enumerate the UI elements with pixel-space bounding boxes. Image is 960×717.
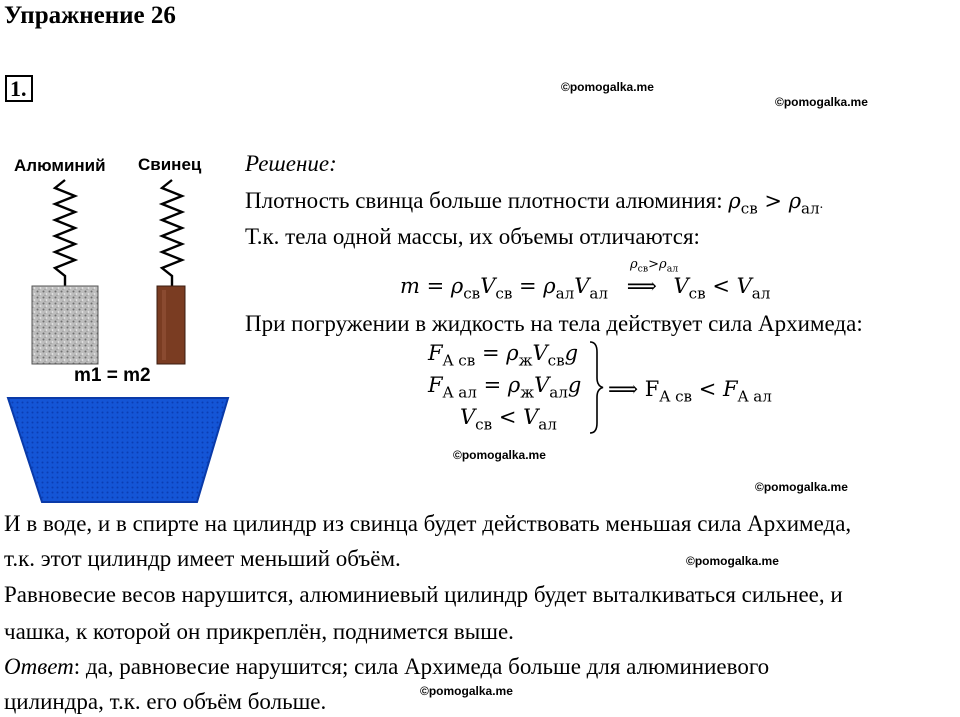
lead-block (157, 286, 185, 364)
spring-right (162, 180, 182, 286)
water-vessel (8, 398, 228, 502)
system-result: ⟹ $F_{A св} < F_{A ал}$ (608, 377, 772, 406)
watermark: ©pomogalka.me (686, 554, 779, 568)
system-row-1: $F_{A св} = \rho_жV_{св}g$ (428, 341, 579, 370)
solution-line-1: Плотность свинца больше плотности алюминия: $\rho_{св} > \rho_{ал}$. (245, 188, 824, 218)
aluminum-block (32, 286, 98, 364)
watermark: ©pomogalka.me (561, 80, 654, 94)
system-row-2: $F_{A ал} = \rho_жV_{ал}g$ (428, 373, 582, 402)
item-number: 1. (5, 75, 33, 102)
figure (0, 140, 232, 505)
aluminum-label: Алюминий (14, 156, 106, 175)
page-title: Упражнение 26 (4, 2, 176, 29)
paragraph-2-line-2: чашка, к которой он прикреплён, поднимется выше. (4, 619, 514, 644)
paragraph-1-line-1: И в воде, и в спирте на цилиндр из свинца будет действовать меньшая сила Архимеда, (4, 511, 852, 536)
watermark: ©pomogalka.me (775, 95, 868, 109)
paragraph-2-line-1: Равновесие весов нарушится, алюминиевый цилиндр будет выталкиваться сильнее, и (4, 582, 843, 607)
watermark: ©pomogalka.me (755, 480, 848, 494)
paragraph-1-line-2: т.к. этот цилиндр имеет меньший объём. (4, 546, 401, 571)
watermark: ©pomogalka.me (453, 448, 546, 462)
figure-drawing (0, 140, 232, 505)
solution-line-3: При погружении в жидкость на тела действует сила Архимеда: (245, 311, 863, 336)
system-row-3: $V_{св} < V_{ал}$ (460, 405, 557, 434)
answer-line-2: цилиндра, т.к. его объём больше. (4, 689, 327, 714)
answer-line-1: Ответ: да, равновесие нарушится; сила Архимеда больше для алюминиевого (4, 654, 770, 679)
brace-icon (588, 340, 604, 435)
solution-heading: Решение: (245, 151, 337, 176)
equation-volume: $m = \rho_{св}V_{св} = \rho_{ал}V_{ал}$ ⟹ $V_{св} < V_{ал}$ (400, 274, 771, 303)
figure-caption: m1 = m2 (74, 365, 151, 386)
answer-label: Ответ (4, 654, 74, 679)
arrow-condition: $\rho_{св}>\rho_{ал}$ (630, 257, 679, 275)
watermark: ©pomogalka.me (420, 684, 513, 698)
lead-label: Свинец (138, 155, 202, 174)
solution-line-2: Т.к. тела одной массы, их объемы отличаются: (245, 224, 700, 249)
spring-left (55, 180, 75, 286)
